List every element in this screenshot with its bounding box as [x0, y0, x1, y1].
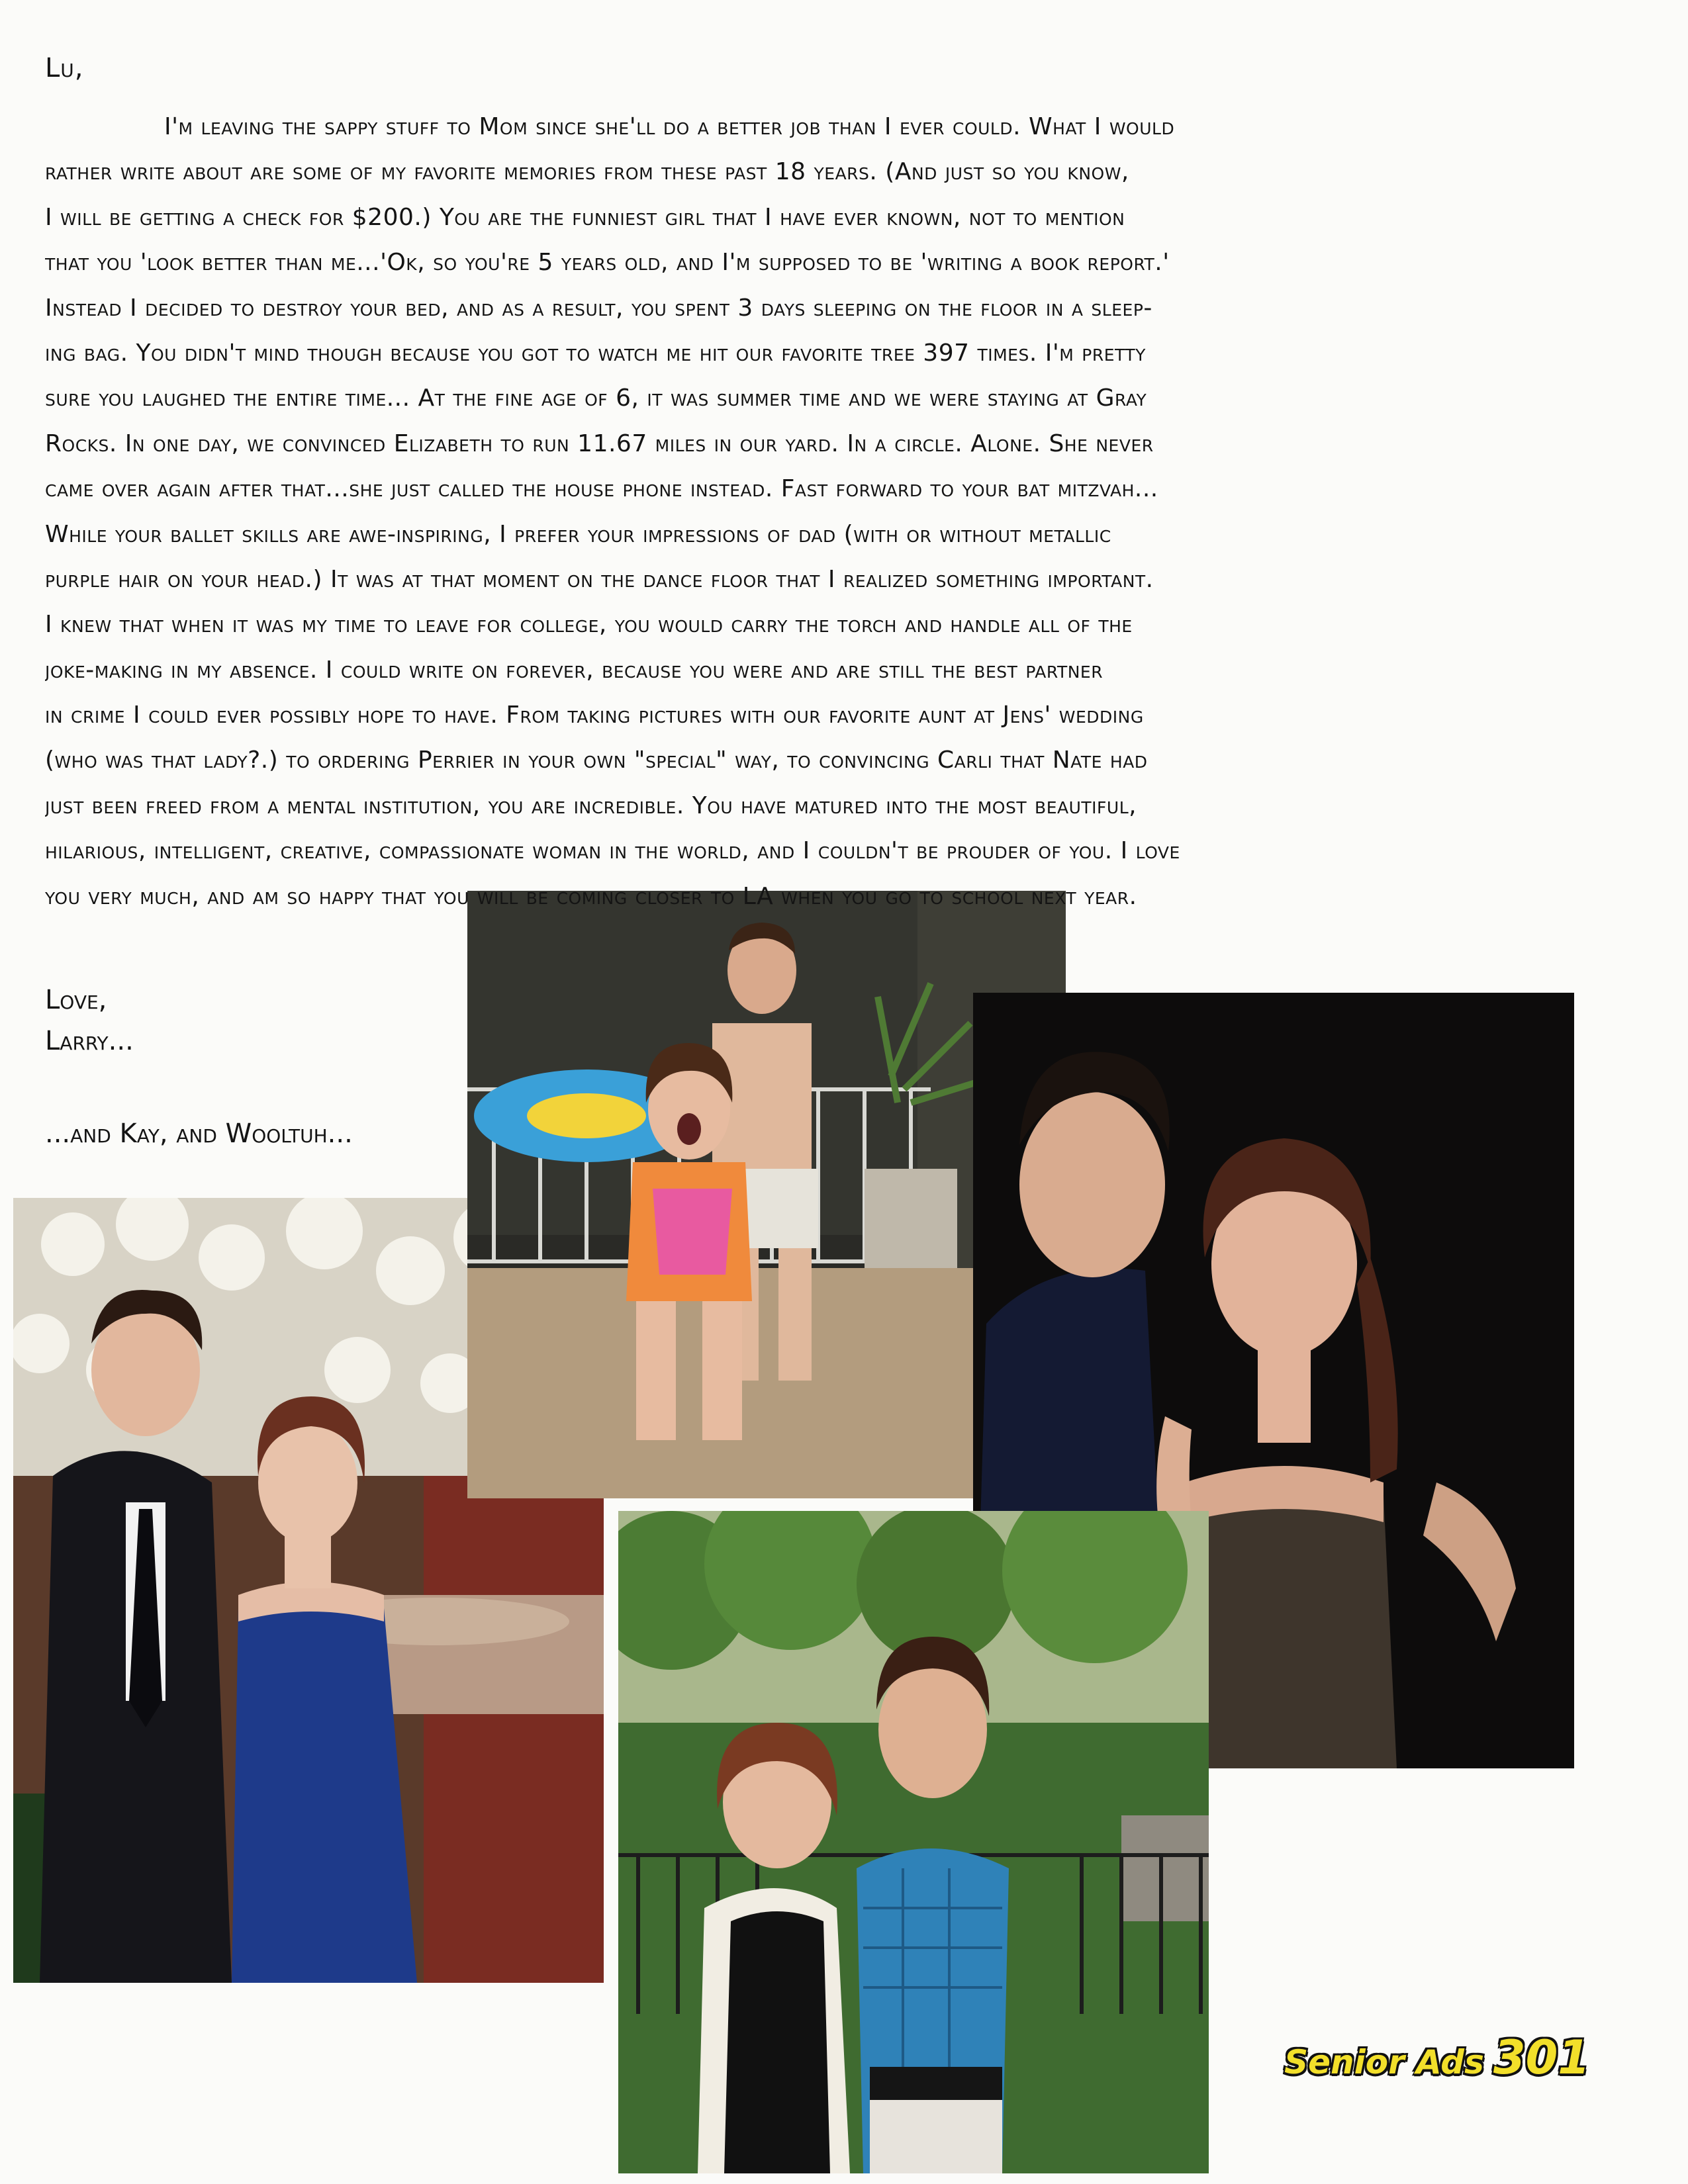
- letter-line: (who was that lady?.) to ordering Perrier in your own "special" way, to convincing Carli that Nate had: [45, 747, 1148, 774]
- letter-body: [45, 105, 1594, 919]
- letter-line: purple hair on your head.) It was at that moment on the dance floor that I realized something important.: [45, 565, 1154, 593]
- letter-line: that you 'look better than me...'Ok, so you're 5 years old, and I'm supposed to be 'writing a book report.': [45, 249, 1170, 277]
- letter-line: in crime I could ever possibly hope to have. From taking pictures with our favorite aunt at Jens' wedding: [45, 702, 1144, 729]
- letter-closing: Love,: [45, 985, 107, 1015]
- letter-line: you very much, and am so happy that you will be coming closer to LA when you go to school next year.: [45, 882, 1137, 910]
- letter-line: Instead I decided to destroy your bed, and as a result, you spent 3 days sleeping on the floor in a sleep-: [45, 294, 1152, 322]
- letter-signature: Larry...: [45, 1026, 134, 1056]
- letter-signoff: [45, 979, 134, 1062]
- page-footer: [1284, 2030, 1590, 2085]
- letter-line: sure you laughed the entire time... At the fine age of 6, it was summer time and we were staying at Gray: [45, 385, 1147, 412]
- letter-line: rather write about are some of my favorite memories from these past 18 years. (And just so you know,: [45, 158, 1129, 186]
- letter-line: came over again after that...she just called the house phone instead. Fast forward to your bat mitzvah...: [45, 475, 1158, 503]
- letter-line: hilarious, intelligent, creative, compassionate woman in the world, and I couldn't be prouder of you. I love: [45, 837, 1180, 865]
- section-title: Senior Ads: [1284, 2043, 1484, 2081]
- letter-line: I knew that when it was my time to leave for college, you would carry the torch and handle all of the: [45, 611, 1133, 639]
- page-number: 301: [1493, 2030, 1590, 2085]
- letter-postscript: ...and Kay, and Wooltuh...: [45, 1118, 353, 1149]
- letter-line: While your ballet skills are awe-inspiring, I prefer your impressions of dad (with or without metallic: [45, 520, 1111, 548]
- letter-line: Rocks. In one day, we convinced Elizabeth to run 11.67 miles in our yard. In a circle. Alone. She never: [45, 430, 1154, 457]
- letter-greeting: Lu,: [45, 53, 84, 83]
- letter-line: I will be getting a check for $200.) You are the funniest girl that I have ever known, not to mention: [45, 203, 1125, 231]
- letter-line: joke-making in my absence. I could write on forever, because you were and are still the best partner: [45, 656, 1103, 684]
- park-photo: [618, 1511, 1209, 2173]
- letter-line: just been freed from a mental institution, you are incredible. You have matured into the most beautiful,: [45, 792, 1137, 819]
- letter-line: ing bag. You didn't mind though because you got to watch me hit our favorite tree 397 times. I'm pretty: [45, 339, 1146, 367]
- letter-line: I'm leaving the sappy stuff to Mom since she'll do a better job than I ever could. What I would: [164, 113, 1175, 140]
